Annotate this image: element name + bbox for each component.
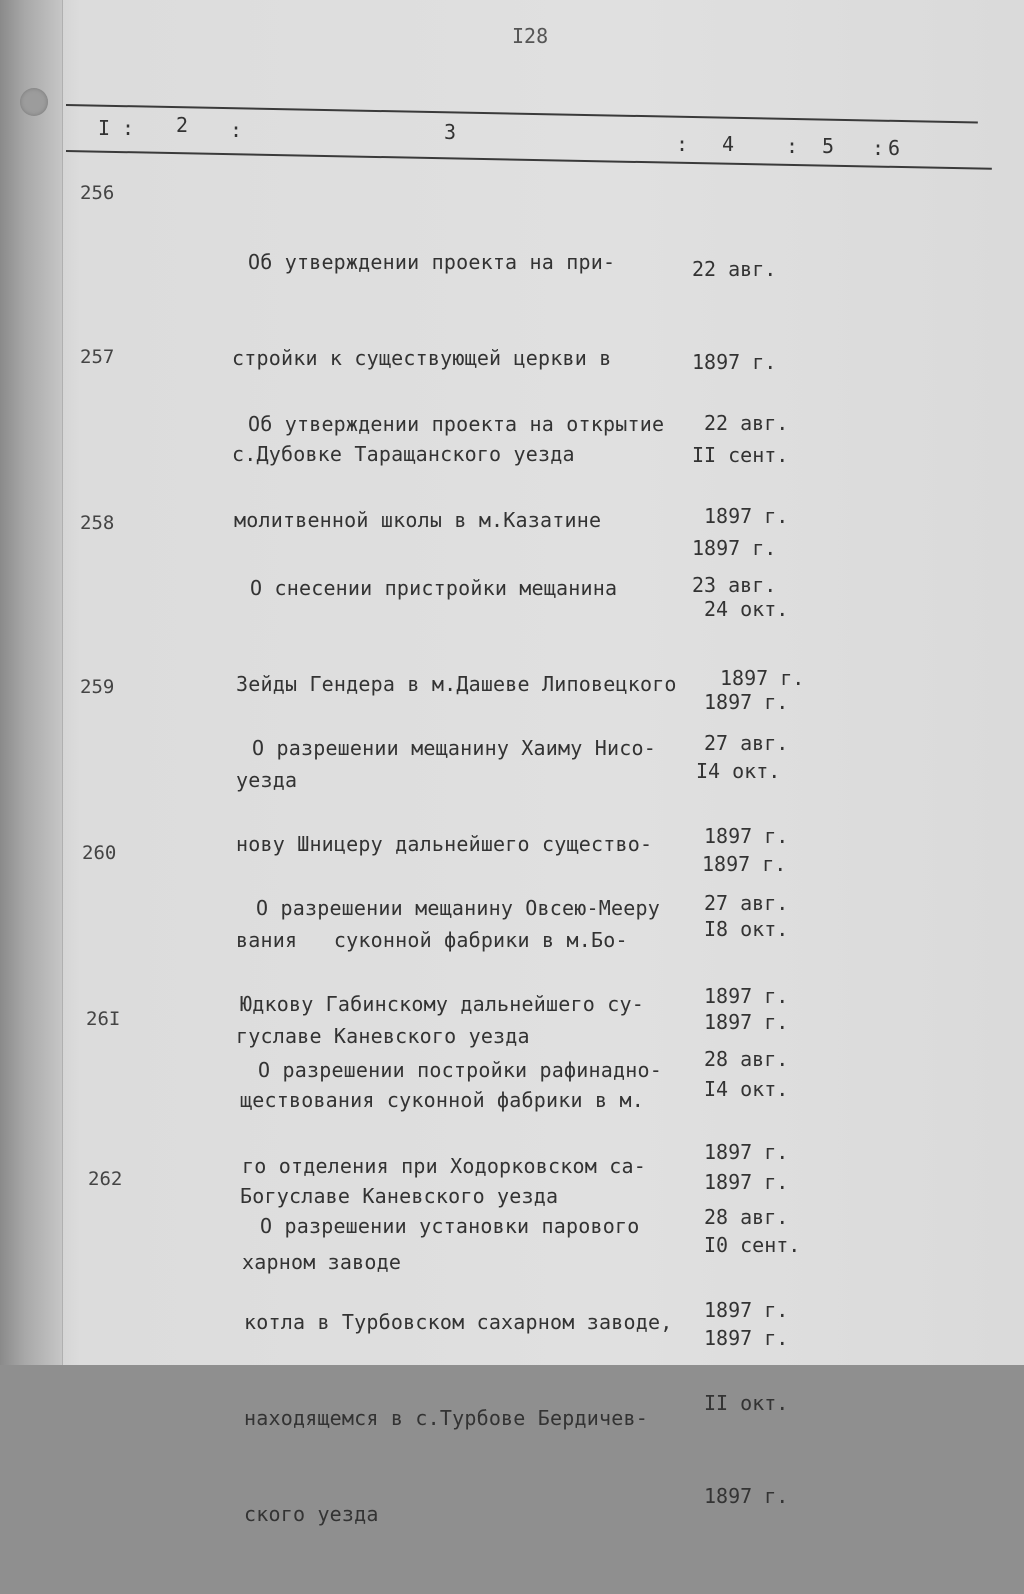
entry-date-line: 1897 г. (704, 1010, 789, 1034)
column-separator: : (786, 134, 799, 158)
entry-date-line: 1897 г. (702, 852, 787, 876)
entry-title-line: молитвенной школы в м.Казатине (234, 508, 602, 532)
entry-title-line: го отделения при Ходорковском са- (242, 1154, 646, 1178)
entry-date-line: 24 окт. (704, 597, 789, 621)
entry-date-line: 1897 г. (704, 1326, 789, 1350)
entry-date-line: II сент. (692, 443, 789, 467)
column-separator: : (872, 136, 885, 160)
entry-date-line: 1897 г. (704, 690, 789, 714)
column-heading-3: 3 (444, 120, 457, 144)
column-heading-2: 2 (176, 113, 189, 137)
entry-number: 259 (80, 676, 115, 698)
header-rule-top (66, 104, 978, 124)
entry-title-line: Об утверждении проекта на при- (248, 250, 616, 274)
entry-title-line: Богуславе Каневского уезда (240, 1184, 559, 1208)
entry-title-line: О разрешении мещанину Хаиму Нисо- (252, 736, 656, 760)
entry-title-line: вания суконной фабрики в м.Бо- (236, 928, 628, 952)
entry-date-line: I4 окт. (696, 759, 781, 783)
entry-date-line: 1897 г. (704, 1484, 789, 1508)
entry-number: 26I (86, 1008, 121, 1030)
entry-title-line: Зейды Гендера в м.Дашеве Липовецкого (236, 672, 677, 696)
entry-date-line: 27 авг. (704, 891, 789, 915)
entry-title-line: Юдкову Габинскому дальнейшего су- (240, 992, 644, 1016)
entry-date-line: 28 авг. (704, 1205, 789, 1229)
column-heading-6: 6 (888, 136, 901, 160)
entry-date-line: 22 авг. (704, 411, 789, 435)
entry-date-line: 1897 г. (720, 666, 805, 690)
entry-date-line: 1897 г. (704, 1298, 789, 1322)
column-separator: : (230, 118, 243, 142)
entry-title-line: уезда (236, 768, 298, 792)
entry-dates (704, 1140, 788, 1574)
page-number: I28 (512, 24, 549, 48)
entry-date-line: 23 авг. (692, 573, 777, 597)
entry-number: 260 (82, 842, 117, 864)
column-separator: : (676, 132, 689, 156)
entry-title-line: нову Шницеру дальнейшего существо- (236, 832, 653, 856)
column-heading-1: I (98, 116, 111, 140)
entry-title-line: с.Дубовке Таращанского уезда (232, 442, 575, 466)
entry-date-line: II окт. (704, 1391, 789, 1415)
entry-number: 258 (80, 512, 115, 534)
entry-title-line: находящемся в с.Турбове Бердичев- (244, 1406, 648, 1430)
entry-date-line: 1897 г. (704, 824, 789, 848)
entry-title-line: О снесении пристройки мещанина (250, 576, 618, 600)
entry-title-line: котла в Турбовском сахарном заводе, (244, 1310, 673, 1334)
entry-date-line: I4 окт. (704, 1077, 789, 1101)
entry-date-line: 1897 г. (704, 1170, 789, 1194)
entry-date-line: 1897 г. (692, 536, 777, 560)
entry-title-line: гуславе Каневского уезда (236, 1024, 530, 1048)
entry-date-line: 22 авг. (692, 257, 777, 281)
entry-date-line: 27 авг. (704, 731, 789, 755)
entry-title-line: О разрешении установки парового (260, 1214, 640, 1238)
entry-date-line: 1897 г. (704, 984, 789, 1008)
entry-number: 262 (88, 1168, 123, 1190)
entry-date-line: 1897 г. (692, 350, 777, 374)
entry-date-line: I8 окт. (704, 917, 789, 941)
column-heading-5: 5 (822, 134, 835, 158)
entry-title-line: ществования суконной фабрики в м. (240, 1088, 644, 1112)
header-rule-bottom (66, 150, 992, 170)
column-separator: : (122, 116, 135, 140)
entry-number: 256 (80, 182, 115, 204)
entry-title-line: Об утверждении проекта на открытие (248, 412, 665, 436)
entry-date-line: 1897 г. (704, 1140, 789, 1164)
entry-date-line: 28 авг. (704, 1047, 789, 1071)
entry-title-line: харном заводе (242, 1250, 402, 1274)
entry-title-line: ского уезда (244, 1502, 379, 1526)
entry-date-line: 1897 г. (704, 504, 789, 528)
column-heading-4: 4 (722, 132, 735, 156)
entry-title-line: О разрешении постройки рафинадно- (258, 1058, 662, 1082)
entry-number: 257 (80, 346, 115, 368)
page-binding (0, 0, 63, 1365)
entry-title-line: О разрешении мещанину Овсею-Мееру (256, 896, 660, 920)
entry-date-line: I0 сент. (704, 1233, 801, 1257)
entry-title (244, 1146, 672, 1594)
punch-hole (20, 88, 48, 116)
entry-title-line: стройки к существующей церкви в (232, 346, 612, 370)
